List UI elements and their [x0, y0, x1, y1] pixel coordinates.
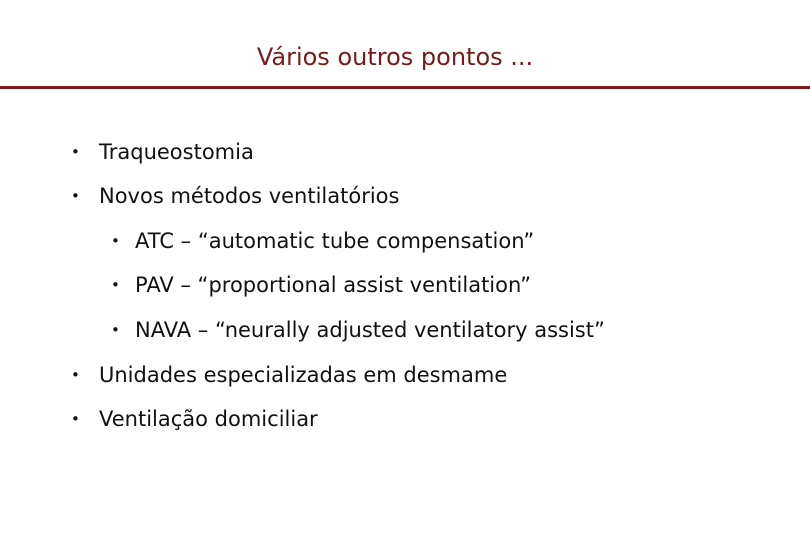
bullet-text: Novos métodos ventilatórios	[99, 184, 400, 208]
bullet-item-novos-metodos	[71, 182, 400, 210]
bullet-item-ventilacao	[71, 405, 318, 433]
sub-bullet-item-nava	[111, 316, 605, 344]
bullet-item-traqueostomia	[71, 138, 254, 166]
bullet-icon: •	[71, 410, 80, 428]
slide-title: Vários outros pontos ...	[256, 43, 534, 71]
bullet-text: PAV – “proportional assist ventilation”	[135, 273, 532, 297]
bullet-icon: •	[111, 276, 120, 294]
bullet-icon: •	[71, 366, 80, 384]
bullet-text: Ventilação domiciliar	[99, 407, 318, 431]
bullet-text: ATC – “automatic tube compensation”	[135, 229, 535, 253]
bullet-icon: •	[71, 187, 80, 205]
sub-bullet-item-pav	[111, 271, 532, 299]
bullet-icon: •	[111, 321, 120, 339]
bullet-item-unidades	[71, 361, 508, 389]
bullet-icon: •	[111, 232, 120, 250]
bullet-text: NAVA – “neurally adjusted ventilatory assist”	[135, 318, 605, 342]
bullet-text: Unidades especializadas em desmame	[99, 363, 508, 387]
bullet-icon: •	[71, 143, 80, 161]
sub-bullet-item-atc	[111, 227, 535, 255]
bullet-text: Traqueostomia	[99, 140, 254, 164]
